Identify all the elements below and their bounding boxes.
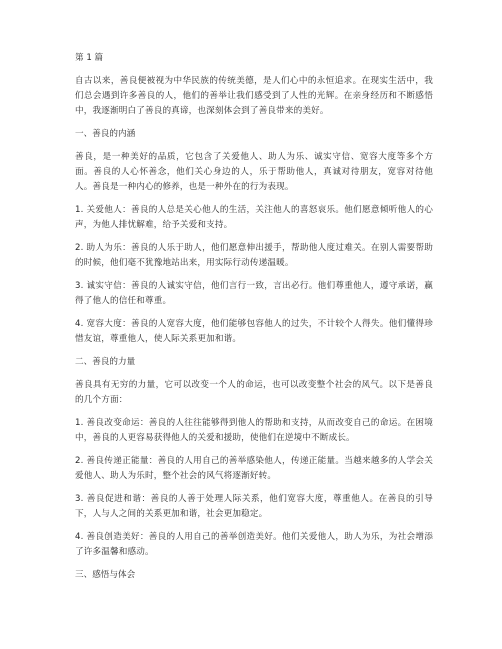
section1-item-4: 4. 宽容大度：善良的人宽容大度，他们能够包容他人的过失，不计较个人得失。他们懂得珍惜友谊，尊重他人，使人际关系更加和谐。 xyxy=(75,319,433,344)
section2-item-1: 1. 善良改变命运：善良的人往往能够得到他人的帮助和支持，从而改变自己的命运。在困境中，善良的人更容易获得他人的关爱和援助，使他们在逆境中不断成长。 xyxy=(75,418,433,443)
section2-item-3: 3. 善良促进和谐：善良的人善于处理人际关系，他们宽容大度，尊重他人。在善良的引导下，人与人之间的关系更加和谐，社会更加稳定。 xyxy=(75,494,433,519)
document-title: 第 1 篇 xyxy=(75,53,104,63)
section2-item-4: 4. 善良创造美好：善良的人用自己的善举创造美好。他们关爱他人，助人为乐，为社会增添了许多温馨和感动。 xyxy=(75,532,433,557)
document-page xyxy=(75,51,433,591)
section2-paragraph: 善良具有无穷的力量，它可以改变一个人的命运，也可以改变整个社会的风气。以下是善良的几个方面： xyxy=(75,380,433,405)
intro-paragraph: 自古以来，善良便被视为中华民族的传统美德，是人们心中的永恒追求。在现实生活中，我们总会遇到许多善良的人，他们的善举让我们感受到了人性的光辉。在亲身经历和不断感悟中，我逐渐明白了善良的真谛，也深刻体会到了善良带来的美好。 xyxy=(75,76,433,116)
section-heading-3: 三、感悟与体会 xyxy=(75,570,136,580)
section1-item-3: 3. 诚实守信：善良的人诚实守信，他们言行一致，言出必行。他们尊重他人，遵守承诺，赢得了他人的信任和尊重。 xyxy=(75,281,433,306)
section-heading-2: 二、善良的力量 xyxy=(75,357,136,367)
section-heading-1: 一、善良的内涵 xyxy=(75,129,136,139)
section2-item-2: 2. 善良传递正能量：善良的人用自己的善举感染他人，传递正能量。当越来越多的人学会关爱他人、助人为乐时，整个社会的风气将逐渐好转。 xyxy=(75,456,433,481)
section1-paragraph: 善良，是一种美好的品质，它包含了关爱他人、助人为乐、诚实守信、宽容大度等多个方面。善良的人心怀善念，他们关心身边的人，乐于帮助他人，真诚对待朋友，宽容对待他人。善良是一种内心的修养，也是一种外在的行为表现。 xyxy=(75,152,433,192)
section1-item-2: 2. 助人为乐：善良的人乐于助人，他们愿意伸出援手，帮助他人度过难关。在别人需要帮助的时候，他们毫不犹豫地站出来，用实际行动传递温暖。 xyxy=(75,243,433,268)
section1-item-1: 1. 关爱他人：善良的人总是关心他人的生活，关注他人的喜怒哀乐。他们愿意倾听他人的心声，为他人排忧解难，给予关爱和支持。 xyxy=(75,205,433,230)
